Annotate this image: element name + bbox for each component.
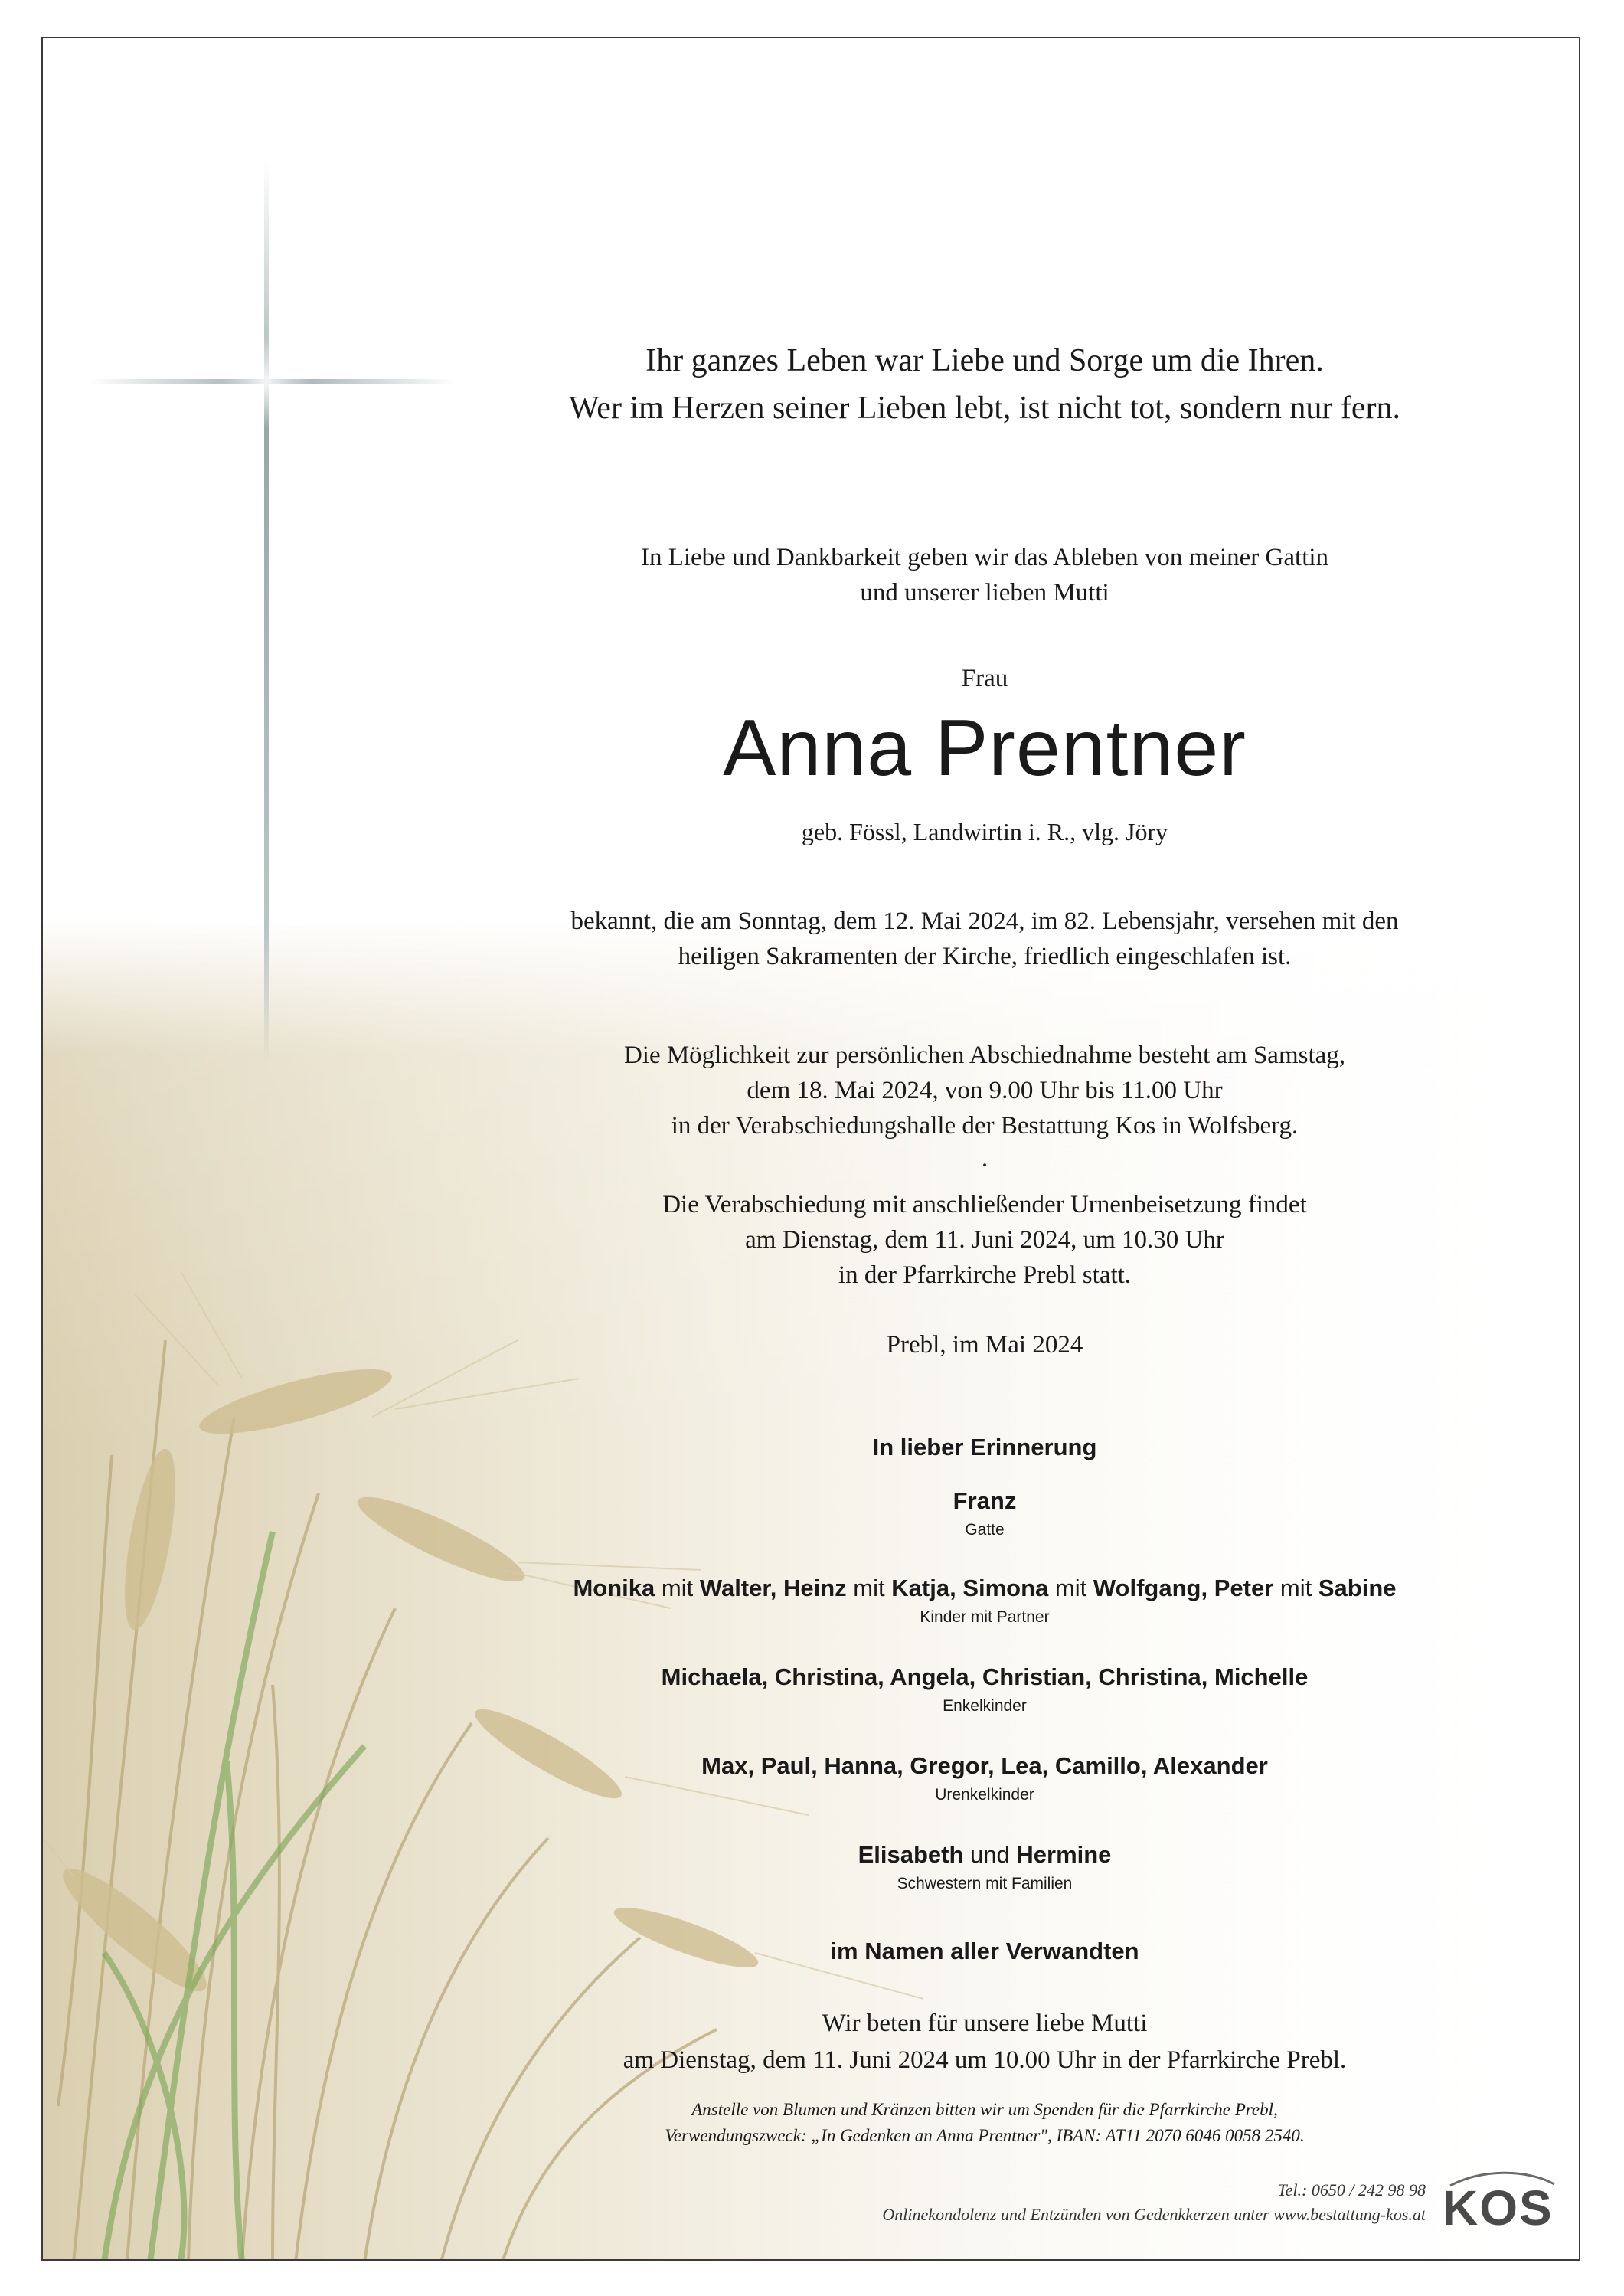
ceremony-line: in der Pfarrkirche Prebl statt. [838, 1261, 1132, 1289]
verse-line: Ihr ganzes Leben war Liebe und Sorge um die Ihren. [645, 343, 1324, 378]
partner-name: Walter [699, 1575, 770, 1601]
salutation: Frau [961, 665, 1008, 692]
mourner-great-grandchildren: Max, Paul, Hanna, Gregor, Lea, Camillo, Alexander [701, 1752, 1268, 1779]
prayer-info [403, 2005, 1567, 2079]
death-notice-line: heiligen Sakramenten der Kirche, friedlich eingeschlafen ist. [678, 943, 1292, 970]
partner-name: Sabine [1318, 1575, 1397, 1601]
mourner-grandchildren: Michaela, Christina, Angela, Christian, Christina, Michelle [661, 1663, 1309, 1690]
connector: mit [1279, 1575, 1312, 1601]
farewell-line: Die Möglichkeit zur persönlichen Abschiednahme besteht am Samstag, [623, 1042, 1346, 1069]
mourner-spouse-relation: Gatte [965, 1521, 1005, 1539]
donation-line: Anstelle von Blumen und Kränzen bitten wir um Spenden für die Pfarrkirche Prebl, [691, 2100, 1278, 2119]
verse [403, 337, 1567, 432]
footer-phone: Tel.: 0650 / 242 98 98 [1277, 2180, 1426, 2200]
deceased-details: geb. Fössl, Landwirtin i. R., vlg. Jöry [801, 818, 1168, 845]
mourner-spouse-name: Franz [953, 1487, 1017, 1514]
memory-heading: In lieber Erinnerung [872, 1434, 1097, 1460]
partner-name: Katja [891, 1575, 950, 1601]
ceremony-line: Die Verabschiedung mit anschließender Urnenbeisetzung findet [662, 1191, 1307, 1218]
donation-line: Verwendungszweck: „In Gedenken an Anna Prentner", IBAN: AT11 2070 6046 0058 2540. [665, 2126, 1305, 2145]
farewell-line: dem 18. Mai 2024, von 9.00 Uhr bis 11.00 Uhr [747, 1077, 1223, 1104]
separator-dot: . [981, 1145, 988, 1173]
farewell-line: in der Verabschiedungshalle der Bestattung Kos in Wolfsberg. [671, 1112, 1299, 1140]
death-notice-line: bekannt, die am Sonntag, dem 12. Mai 2024, im 82. Lebensjahr, versehen mit den [570, 908, 1399, 935]
child-name: Heinz [783, 1575, 847, 1601]
ceremony-info [403, 1187, 1567, 1293]
farewell-info [403, 1038, 1567, 1143]
connector: mit [853, 1575, 885, 1601]
verse-line: Wer im Herzen seiner Lieben lebt, ist nicht tot, sondern nur fern. [569, 391, 1400, 426]
mourner-grandchildren-relation: Enkelkinder [943, 1697, 1027, 1715]
partner-name: Wolfgang [1093, 1575, 1201, 1601]
mourner-children-relation: Kinder mit Partner [920, 1608, 1050, 1626]
relatives-line: im Namen aller Verwandten [830, 1938, 1139, 1964]
donation-note [403, 2097, 1567, 2149]
ceremony-line: am Dienstag, dem 11. Juni 2024, um 10.30 Uhr [745, 1226, 1224, 1254]
connector: und [970, 1841, 1010, 1868]
sister-name: Elisabeth [858, 1841, 964, 1868]
child-name: Monika [573, 1575, 655, 1601]
mourner-sisters [403, 1841, 1567, 1869]
deceased-name: Anna Prentner [723, 704, 1247, 793]
mourner-sisters-relation: Schwestern mit Familien [897, 1875, 1073, 1892]
prayer-line: Wir beten für unsere liebe Mutti [822, 2010, 1148, 2037]
death-notice [403, 904, 1567, 974]
child-name: Peter [1214, 1575, 1274, 1601]
connector: mit [1054, 1575, 1087, 1601]
sister-name: Hermine [1016, 1841, 1112, 1868]
connector: mit [661, 1575, 694, 1601]
mourner-children: Monika mit Walter, Heinz mit Katja, Simona mit Wolfgang, Peter mit Sabine [573, 1575, 1397, 1601]
place-date: Prebl, im Mai 2024 [886, 1331, 1083, 1359]
prayer-line: am Dienstag, dem 11. Juni 2024 um 10.00 Uhr in der Pfarrkirche Prebl. [622, 2046, 1347, 2074]
mourner-great-grandchildren-relation: Urenkelkinder [935, 1786, 1034, 1804]
obituary-card [41, 37, 1580, 2261]
intro-line: In Liebe und Dankbarkeit geben wir das Ableben von meiner Gattin [640, 544, 1329, 571]
kos-logo [1443, 2167, 1557, 2236]
intro-line: und unserer lieben Mutti [860, 579, 1109, 607]
footer-online-link[interactable]: Onlinekondolenz und Entzünden von Gedenkkerzen unter www.bestattung-kos.at [882, 2205, 1426, 2224]
logo-text: KOS [1443, 2180, 1554, 2235]
child-name: Simona [962, 1575, 1049, 1601]
footer-contact [882, 2178, 1426, 2227]
intro-text [403, 540, 1567, 610]
